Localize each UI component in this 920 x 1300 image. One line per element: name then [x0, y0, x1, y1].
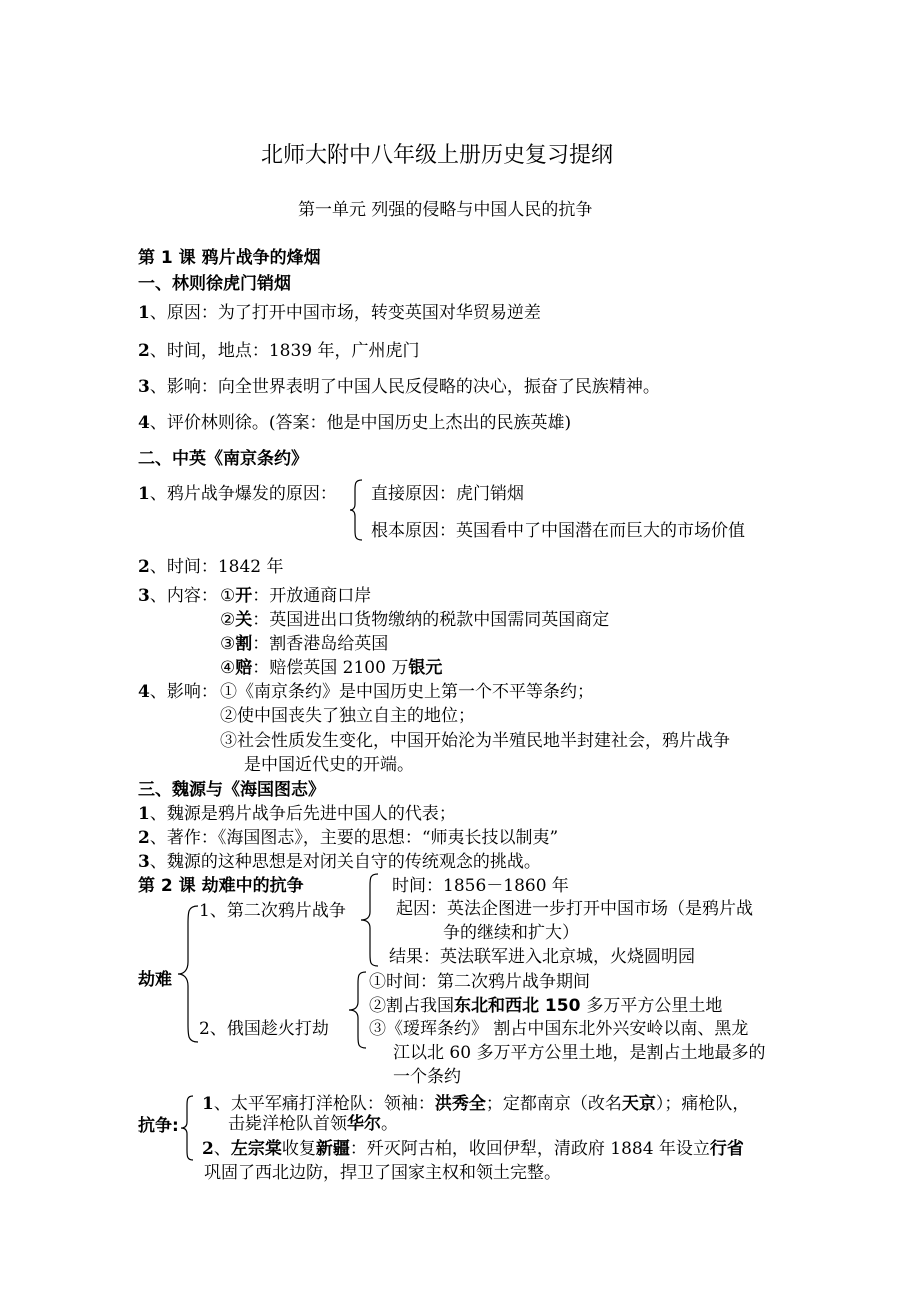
s1-item-1: 1、原因：为了打开中国市场，转变英国对华贸易逆差: [138, 303, 541, 323]
kangzheng-brace: [179, 1094, 195, 1162]
russia-item-1: ①时间：第二次鸦片战争期间: [369, 972, 590, 992]
russia-item-3-end: 一个条约: [393, 1067, 461, 1087]
cause-root: 根本原因：英国看中了中国潜在而巨大的市场价值: [371, 521, 745, 541]
s1-item-2: 2、时间，地点：1839 年，广州虎门: [138, 341, 420, 361]
s3-item-3: 3、魏源的这种思想是对闭关自守的传统观念的挑战。: [138, 852, 541, 872]
kangzheng-item-1: 1、太平军痛打洋枪队：领袖：洪秀全；定都南京（改名天京）；痛枪队，: [202, 1094, 750, 1114]
s3-item-2: 2、著作：《海国图志》，主要的思想：“师夷长技以制夷”: [138, 828, 559, 848]
war2-cause-cont: 争的继续和扩大）: [443, 923, 579, 943]
unit-title: 第一单元 列强的侵略与中国人民的抗争: [298, 200, 593, 220]
jienan-label: 劫难: [138, 970, 172, 990]
impact-item-3-cont: 是中国近代史的开端。: [244, 755, 414, 775]
war2-cause: 起因：英法企图进一步打开中国市场（是鸦片战: [396, 899, 753, 919]
s3-item-1: 1、魏源是鸦片战争后先进中国人的代表；: [138, 804, 456, 824]
page-title: 北师大附中八年级上册历史复习提纲: [261, 143, 614, 168]
content-item-4: ④赔：赔偿英国 2100 万银元: [220, 658, 443, 678]
cause-label: 1、鸦片战争爆发的原因：: [138, 484, 337, 504]
content-label: 3、内容：: [138, 586, 218, 606]
section1-heading: 一、林则徐虎门销烟: [138, 274, 291, 294]
russia-item-2: ②割占我国东北和西北 150 多万平方公里土地: [369, 996, 723, 1016]
section2-heading: 二、中英《南京条约》: [138, 449, 308, 469]
s2-time: 2、时间：1842 年: [138, 557, 284, 577]
jienan-brace: [176, 904, 200, 1044]
section3-heading: 三、魏源与《海国图志》: [138, 780, 325, 800]
russia-brace: [346, 970, 368, 1050]
russia-item-3: ③《瑷珲条约》 割占中国东北外兴安岭以南、黑龙: [369, 1019, 749, 1039]
cause-brace: [348, 478, 364, 542]
war2-label: 1、第二次鸦片战争: [199, 901, 346, 921]
kangzheng-label: 抗争:: [138, 1116, 179, 1136]
content-item-2: ②关：英国进出口货物缴纳的税款中国需同英国商定: [220, 610, 610, 630]
russia-label: 2、俄国趁火打劫: [199, 1019, 329, 1039]
war2-result: 结果：英法联军进入北京城，火烧圆明园: [389, 947, 695, 967]
impact-label: 4、影响：: [138, 682, 218, 702]
kangzheng-item-1-cont: 击毙洋枪队首领华尔。: [228, 1114, 398, 1134]
impact-item-3: ③社会性质发生变化，中国开始沦为半殖民地半封建社会，鸦片战争: [220, 731, 730, 751]
impact-item-1: ①《南京条约》是中国历史上第一个不平等条约；: [220, 682, 594, 702]
war2-time: 时间：1856－1860 年: [392, 876, 569, 896]
content-item-3: ③割：割香港岛给英国: [220, 634, 389, 654]
kangzheng-item-2: 2、左宗棠收复新疆：歼灭阿古柏，收回伊犁，清政府 1884 年设立行省: [202, 1139, 744, 1159]
kangzheng-item-2-cont: 巩固了西北边防，捍卫了国家主权和领土完整。: [204, 1163, 561, 1183]
content-item-1: ①开：开放通商口岸: [220, 586, 372, 606]
lesson1-heading: 第 1 课 鸦片战争的烽烟: [138, 248, 321, 268]
russia-item-3-cont: 江以北 60 多万平方公里土地，是割占土地最多的: [393, 1043, 766, 1063]
war2-brace: [358, 872, 380, 968]
lesson2-heading: 第 2 课 劫难中的抗争: [138, 876, 304, 896]
cause-direct: 直接原因：虎门销烟: [371, 484, 524, 504]
impact-item-2: ②使中国丧失了独立自主的地位；: [220, 706, 475, 726]
s1-item-4: 4、评价林则徐。(答案：他是中国历史上杰出的民族英雄): [138, 413, 572, 433]
s1-item-3: 3、影响：向全世界表明了中国人民反侵略的决心，振奋了民族精神。: [138, 377, 660, 397]
